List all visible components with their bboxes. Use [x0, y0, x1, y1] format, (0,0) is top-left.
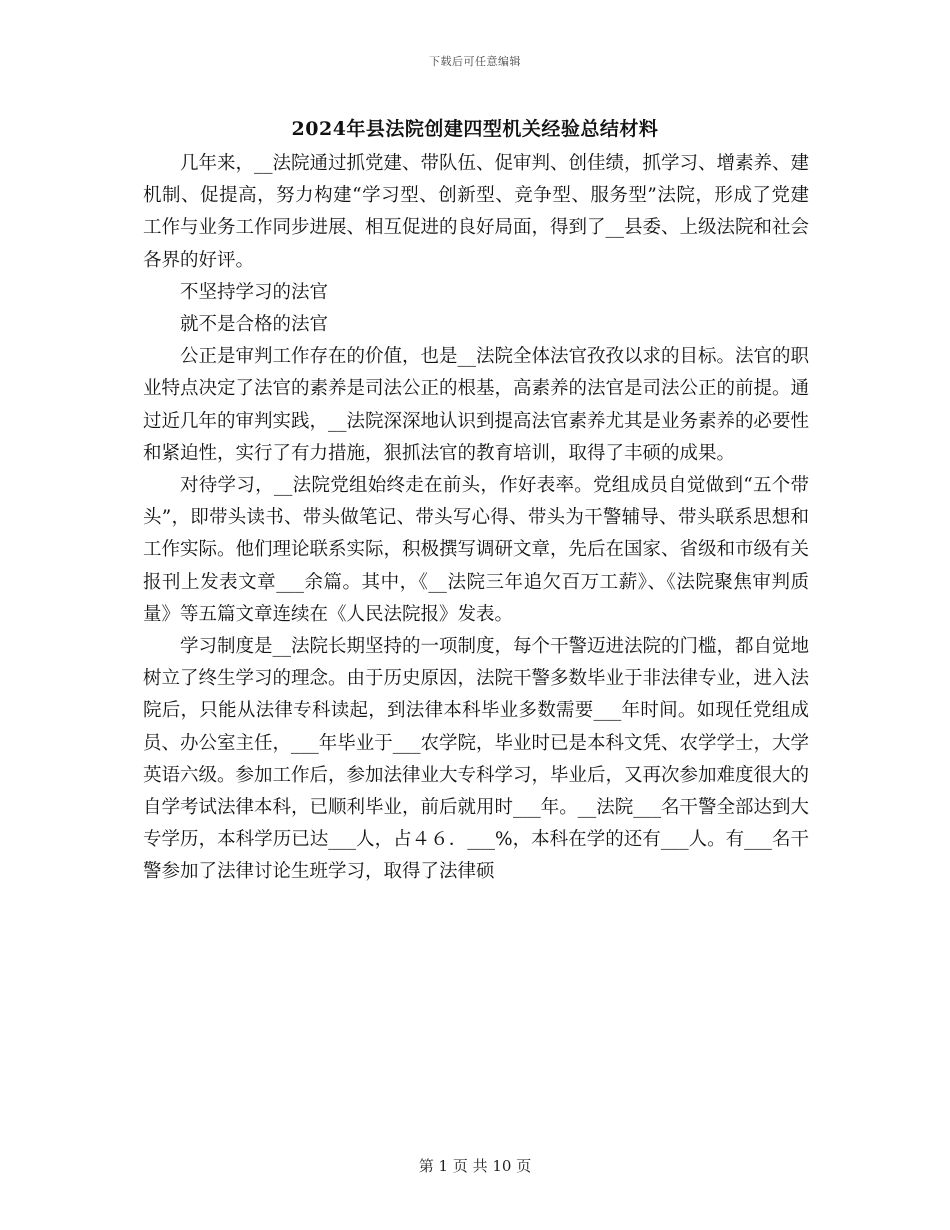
paragraph: 对待学习，__法院党组始终走在前头，作好表率。党组成员自觉做到“五个带头”，即带头读书、带头做笔记、带头写心得、带头为干警辅导、带头联系思想和工作实际。他们理论联系实际，积极撰写调研文章，先后在国家、省级和市级有关报刊上发表文章___余篇。其中，《__法院三年追欠百万工薪》、《法院聚焦审判质量》等五篇文章连续在《人民法院报》发表。: [143, 475, 810, 625]
paragraph: 公正是审判工作存在的价值，也是__法院全体法官孜孜以求的目标。法官的职业特点决定了法官的素养是司法公正的根基，高素养的法官是司法公正的前提。通过近几年的审判实践，__法院深深地认识到提高法官素养尤其是业务素养的必要性和紧迫性，实行了有力措施，狠抓法官的教育培训，取得了丰硕的成果。: [143, 346, 810, 464]
paragraph: 不坚持学习的法官: [180, 281, 329, 303]
document-body: [143, 148, 809, 889]
page-number: 第 1 页 共 10 页: [418, 1157, 532, 1175]
document-title: 2024年县法院创建四型机关经验总结材料: [291, 118, 659, 140]
page-header-note: 下载后可任意编辑: [429, 55, 521, 68]
paragraph: 学习制度是__法院长期坚持的一项制度，每个干警迈进法院的门槛，都自觉地树立了终生学习的理念。由于历史原因，法院干警多数毕业于非法律专业，进入法院后，只能从法律专科读起，到法律本科毕业多数需要___年时间。如现任党组成员、办公室主任，___年毕业于___农学院，毕业时已是本科文凭、农学学士，大学英语六级。参加工作后，参加法律业大专科学习，毕业后，又再次参加难度很大的自学考试法律本科，已顺利毕业，前后就用时___年。__法院___名干警全部达到大专学历，本科学历已达___人，占４６．___%，本科在学的还有___人。有___名干警参加了法律讨论生班学习，取得了法律硕: [143, 636, 810, 883]
paragraph: 就不是合格的法官: [180, 314, 329, 336]
paragraph: 几年来，__法院通过抓党建、带队伍、促审判、创佳绩，抓学习、增素养、建机制、促提高，努力构建“学习型、创新型、竞争型、服务型”法院，形成了党建工作与业务工作同步进展、相互促进的良好局面，得到了__县委、上级法院和社会各界的好评。: [143, 153, 810, 271]
